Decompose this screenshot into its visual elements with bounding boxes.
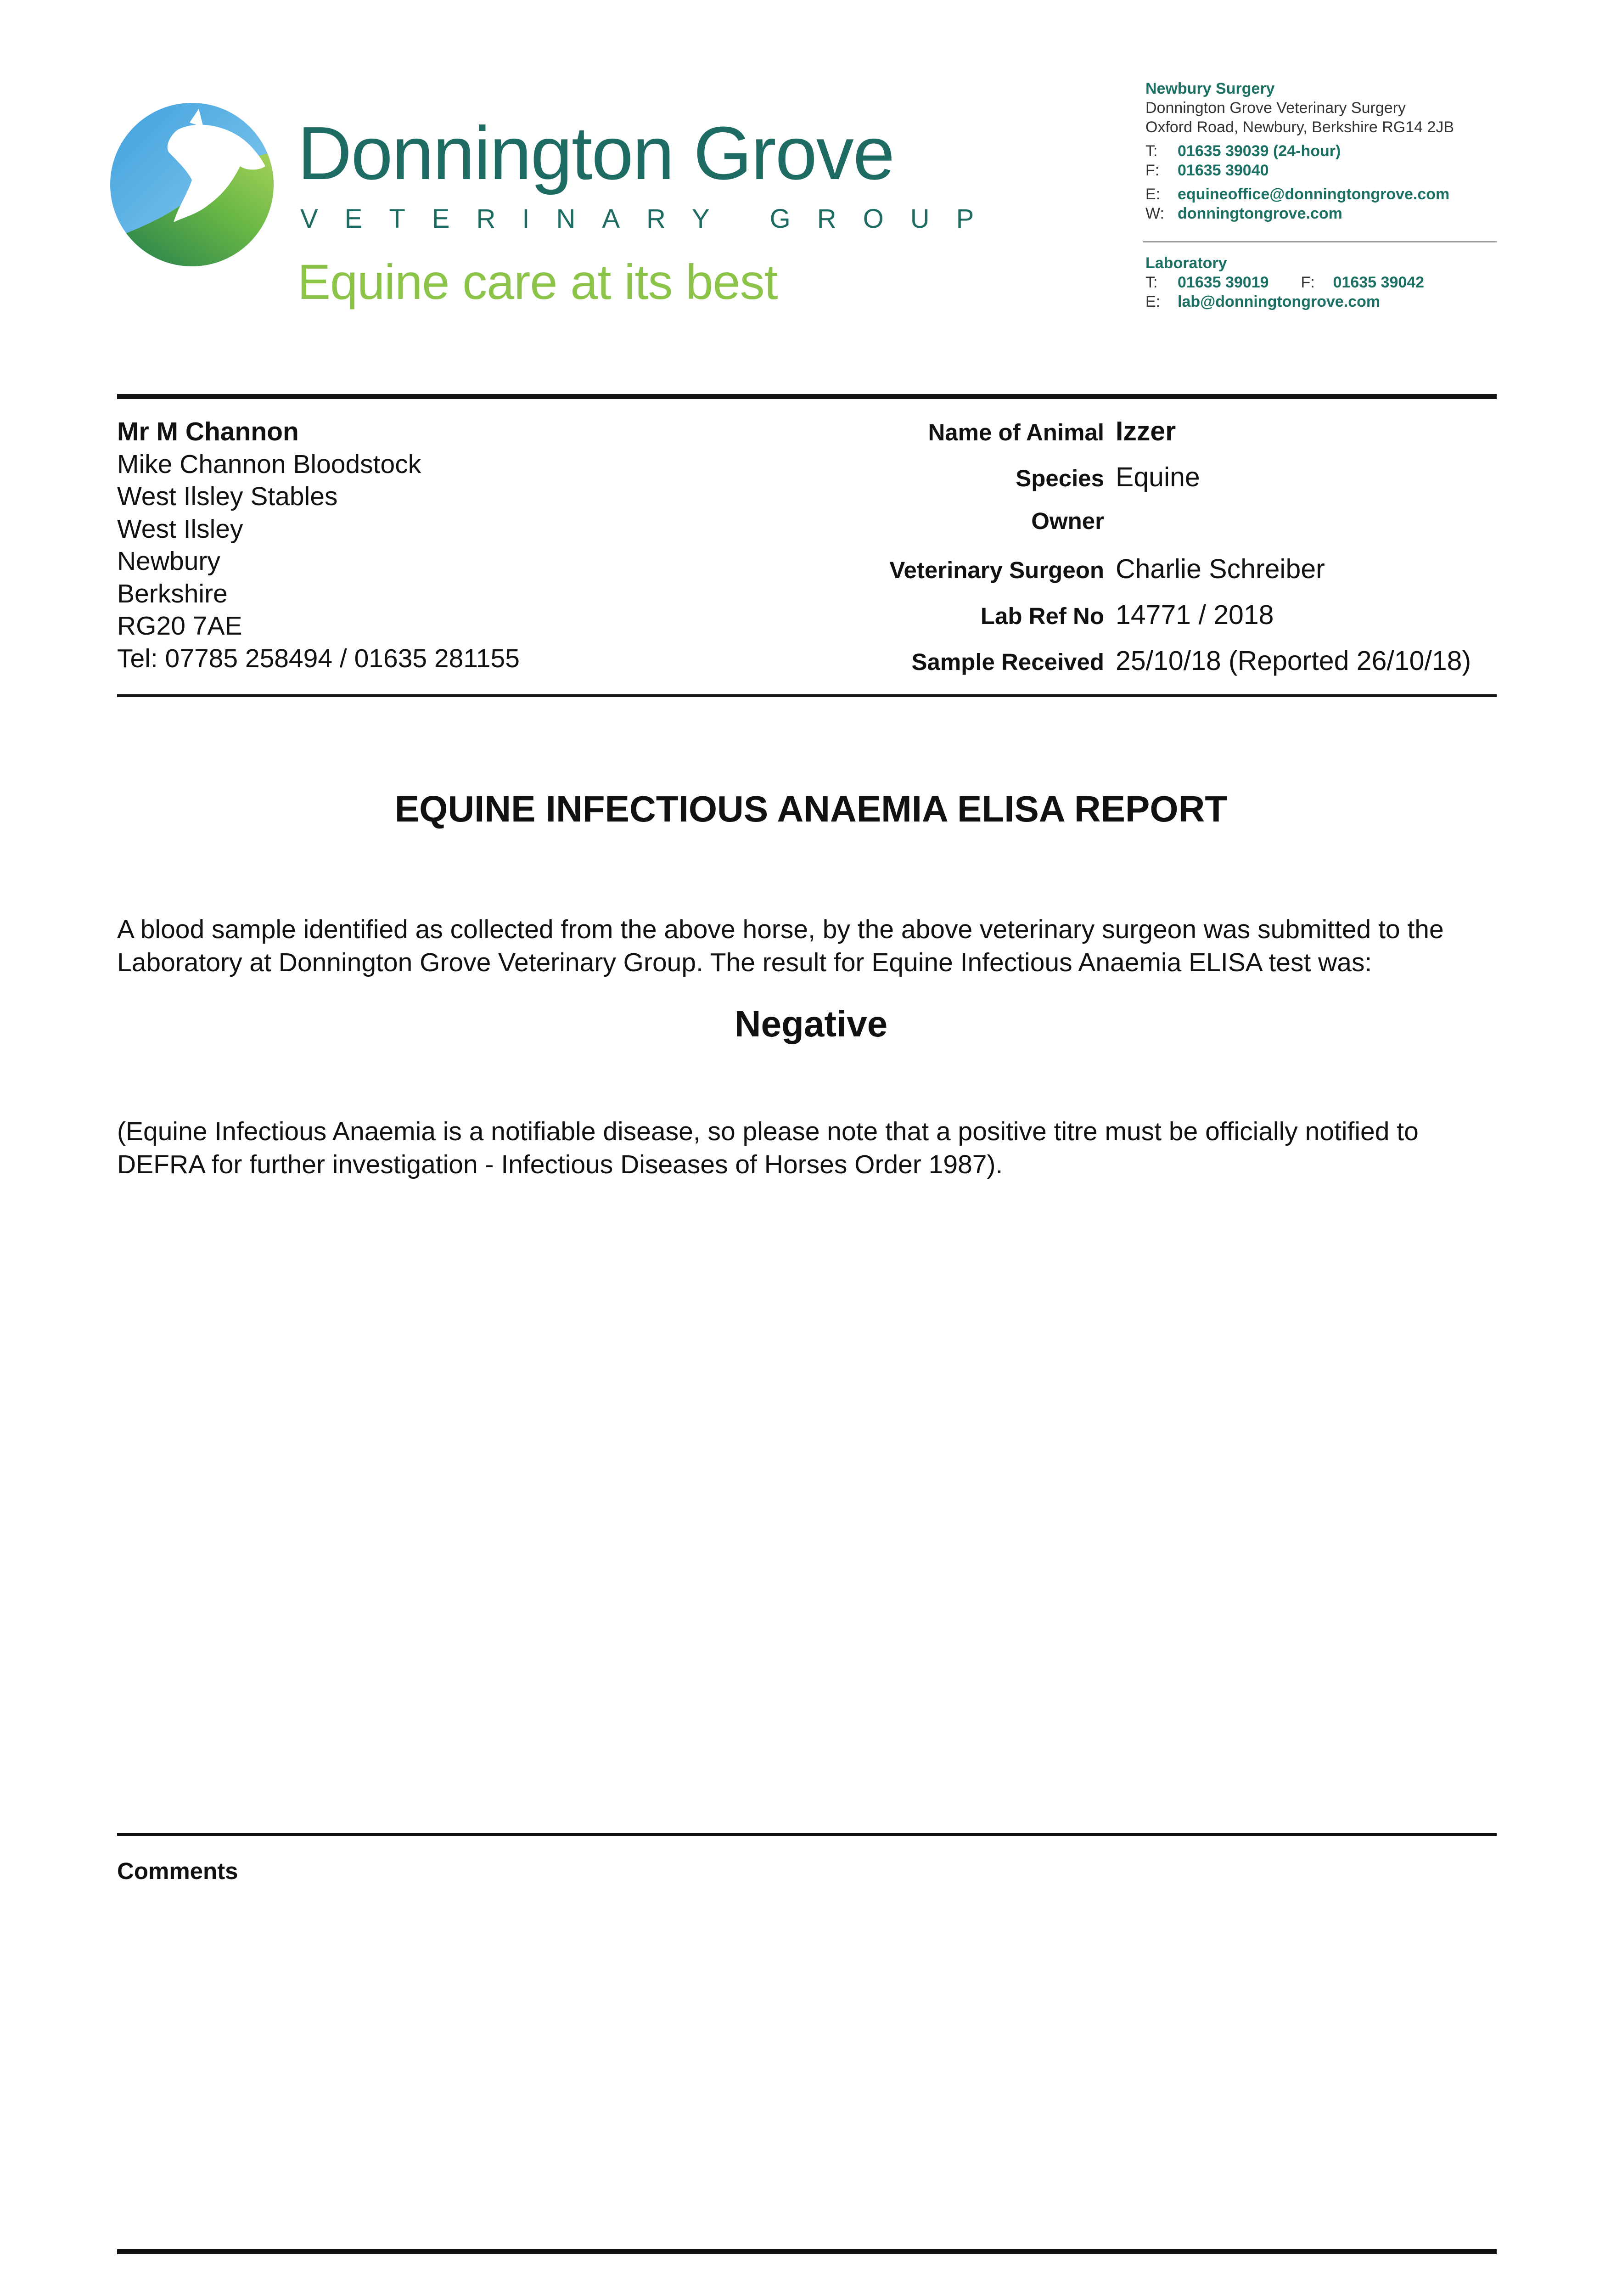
lab-email-link[interactable]: lab@donningtongrove.com	[1178, 293, 1381, 310]
detail-label: Sample Received	[911, 649, 1104, 675]
detail-value: Charlie Schreiber	[1116, 554, 1325, 584]
lab-fax: 01635 39042	[1333, 274, 1425, 291]
brand-group: VETERINARY GROUP	[300, 204, 1001, 234]
brand-name: Donnington Grove	[297, 111, 894, 195]
surgery-contact-block	[1145, 79, 1454, 223]
report-title: EQUINE INFECTIOUS ANAEMIA ELISA REPORT	[394, 788, 1228, 829]
address-line: Mike Channon Bloodstock	[117, 449, 421, 479]
horse-head-logo-icon	[109, 102, 275, 267]
web-label: W:	[1145, 205, 1164, 222]
detail-label: Lab Ref No	[980, 603, 1104, 629]
comments-divider	[117, 1833, 1497, 1836]
address-line: West Ilsley Stables	[117, 482, 338, 511]
detail-label: Owner	[1031, 508, 1104, 534]
detail-row-lab-ref	[735, 599, 1497, 645]
detail-row-species	[735, 461, 1497, 507]
surgery-heading: Newbury Surgery	[1145, 80, 1275, 97]
report-intro: A blood sample identified as collected from the above horse, by the above veterinary surgeon was submitted to the Laboratory at Donnington Grove Veterinary Group. The result for Equine Infectious Anaemia ELISA test was:	[117, 915, 1444, 977]
lab-email-label: E:	[1145, 293, 1161, 310]
contact-divider	[1143, 241, 1497, 242]
detail-row-sample-received	[735, 645, 1497, 691]
animal-details	[735, 416, 1497, 691]
address-line: RG20 7AE	[117, 611, 242, 641]
client-address	[117, 416, 806, 687]
comments-label: Comments	[117, 1858, 238, 1884]
details-divider	[117, 694, 1497, 697]
brand-tagline: Equine care at its best	[297, 254, 778, 310]
detail-value: 14771 / 2018	[1116, 600, 1274, 630]
laboratory-contact-block	[1145, 253, 1424, 311]
lab-heading: Laboratory	[1145, 254, 1227, 272]
lab-tel-label: T:	[1145, 274, 1158, 291]
surgery-fax: 01635 39040	[1178, 162, 1269, 179]
detail-row-owner	[735, 507, 1497, 553]
address-line: West Ilsley	[117, 514, 243, 544]
address-line: Tel: 07785 258494 / 01635 281155	[117, 643, 520, 673]
detail-label: Species	[1016, 465, 1104, 491]
detail-value: 25/10/18 (Reported 26/10/18)	[1116, 646, 1471, 676]
detail-value: Equine	[1116, 462, 1200, 492]
detail-label: Veterinary Surgeon	[889, 557, 1104, 583]
surgery-address: Oxford Road, Newbury, Berkshire RG14 2JB	[1145, 118, 1454, 136]
surgery-email-link[interactable]: equineoffice@donningtongrove.com	[1178, 186, 1450, 203]
address-line: Berkshire	[117, 579, 228, 608]
detail-value: Izzer	[1116, 416, 1176, 446]
detail-label: Name of Animal	[928, 419, 1104, 445]
tel-label: T:	[1145, 142, 1158, 160]
test-result: Negative	[734, 1003, 888, 1044]
report-note: (Equine Infectious Anaemia is a notifiable disease, so please note that a positive titre must be officially notified to DEFRA for further investigation - Infectious Diseases of Horses Order 1987).	[117, 1117, 1419, 1179]
website-link[interactable]: donningtongrove.com	[1178, 205, 1342, 222]
address-line: Newbury	[117, 546, 220, 576]
lab-tel: 01635 39019	[1178, 274, 1269, 291]
surgery-name: Donnington Grove Veterinary Surgery	[1145, 99, 1406, 117]
detail-row-animal-name	[735, 416, 1497, 461]
surgery-tel: 01635 39039 (24-hour)	[1178, 142, 1341, 160]
email-label: E:	[1145, 186, 1161, 203]
top-divider	[117, 394, 1497, 399]
lab-fax-label: F:	[1301, 274, 1315, 291]
detail-row-vet	[735, 553, 1497, 599]
client-name: Mr M Channon	[117, 417, 299, 446]
bottom-divider	[117, 2249, 1497, 2254]
fax-label: F:	[1145, 162, 1160, 179]
